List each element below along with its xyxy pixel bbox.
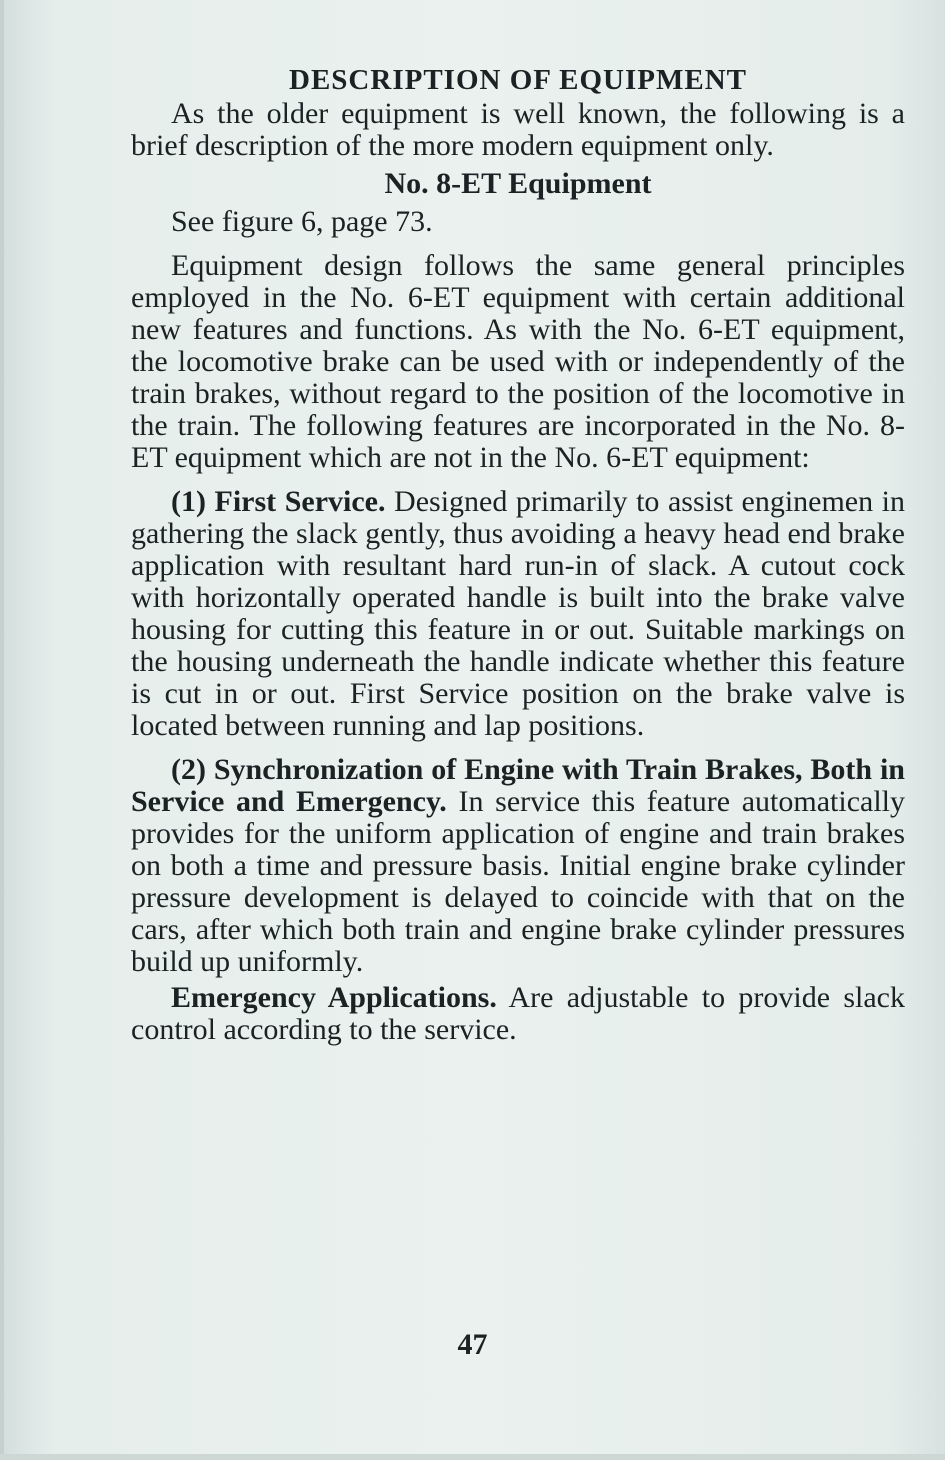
page-content bbox=[131, 62, 905, 1046]
feature-emergency-title: Emergency Applications. bbox=[171, 981, 497, 1014]
feature-first-service-text: Designed primarily to assist enginemen in gathering the slack gently, thus avoiding a heavy head end brake application with resultant hard run-in of slack. A cutout cock with horizontally operated handle is built into the brake valve housing for cutting this feature in or out. Suitable markings on the housing underneath the handle indicate whether this feature is cut in or out. First Service position on the brake valve is located between running and lap positions. bbox=[131, 485, 905, 742]
page-edge-left bbox=[0, 0, 4, 1460]
feature-synchronization-title: (2) Synchronization of Engine with Train Brakes, Both in Service and Emergency. bbox=[131, 753, 905, 818]
section-subheading: No. 8-ET Equipment bbox=[384, 167, 652, 200]
page-number: 47 bbox=[457, 1328, 488, 1361]
feature-first-service bbox=[131, 486, 905, 742]
feature-emergency bbox=[131, 982, 905, 1046]
feature-synchronization-text: In service this feature automatically provides for the uniform application of engine and train brakes on both a time and pressure basis. Initial engine brake cylinder pressure development is delayed to coincide with that on the cars, after which both train and engine brake cylinder pressures build up uniformly. bbox=[131, 785, 905, 978]
intro-paragraph: As the older equipment is well known, the following is a brief description of the more modern equipment only. bbox=[131, 97, 905, 162]
feature-synchronization bbox=[131, 754, 905, 978]
feature-emergency-text: Are adjustable to provide slack control according to the service. bbox=[131, 981, 905, 1046]
equipment-paragraph: Equipment design follows the same general principles employed in the No. 6-ET equipment with certain additional new features and functions. As with the No. 6-ET equipment, the locomotive brake can be used with or independently of the train brakes, without regard to the position of the locomotive in the train. The following features are incorporated in the No. 8-ET equipment which are not in the No. 6-ET equipment: bbox=[131, 249, 905, 474]
feature-first-service-title: (1) First Service. bbox=[171, 485, 386, 518]
page-title: DESCRIPTION OF EQUIPMENT bbox=[289, 64, 747, 96]
figure-reference: See figure 6, page 73. bbox=[171, 205, 433, 238]
page-edge-bottom bbox=[0, 1454, 945, 1460]
